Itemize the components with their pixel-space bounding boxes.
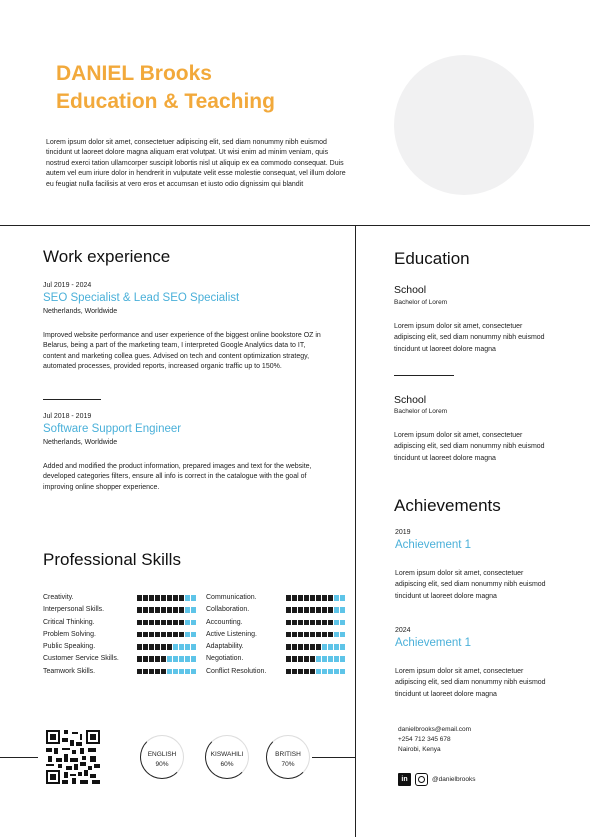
education-degree: Bachelor of Lorem <box>394 299 448 306</box>
skill-level-segment <box>191 607 196 613</box>
skill-level-segment <box>334 595 339 601</box>
language-circle <box>266 735 310 779</box>
skill-level-segment <box>286 656 291 662</box>
skill-level-bar <box>286 656 345 662</box>
achievement-year: 2024 <box>395 627 411 634</box>
skill-level-bar <box>286 644 345 650</box>
skill-level-segment <box>167 644 172 650</box>
skill-level-segment <box>310 620 315 626</box>
skill-level-segment <box>179 669 184 675</box>
education-heading: Education <box>394 249 470 268</box>
skill-row <box>206 631 332 643</box>
header-divider <box>0 225 590 226</box>
skill-level-segment <box>173 595 178 601</box>
qr-code-icon <box>46 730 100 784</box>
skill-level-segment <box>155 595 160 601</box>
skill-level-segment <box>167 632 172 638</box>
achievement-description: Lorem ipsum dolor sit amet, consectetuer adipiscing elit, sed diam nonummy nibh euismod tincidunt ut laoreet dolore magna <box>395 570 546 600</box>
skill-level-segment <box>322 595 327 601</box>
skill-row <box>206 655 332 667</box>
education-description: Lorem ipsum dolor sit amet, consectetuer adipiscing elit, sed diam nonummy nibh euismod tincidunt ut laoreet dolore magna <box>394 323 545 353</box>
skill-level-segment <box>179 607 184 613</box>
skill-row <box>43 668 185 680</box>
skill-level-segment <box>149 595 154 601</box>
skill-level-segment <box>328 644 333 650</box>
skill-level-segment <box>340 607 345 613</box>
job-description: Added and modified the product information, prepared images and text for the website, developed categories filters, ensure all info is correct in the catalogue with the goal of improving online shopper experience. <box>43 463 312 491</box>
achievement-description: Lorem ipsum dolor sit amet, consectetuer adipiscing elit, sed diam nonummy nibh euismod tincidunt ut laoreet dolore magna <box>395 668 546 698</box>
skill-level-segment <box>322 644 327 650</box>
skill-level-bar <box>286 595 345 601</box>
skill-row <box>43 606 185 618</box>
skill-level-segment <box>161 607 166 613</box>
skill-name: Conflict Resolution. <box>206 667 267 675</box>
skill-level-segment <box>286 632 291 638</box>
skill-level-segment <box>137 656 142 662</box>
skill-level-segment <box>137 620 142 626</box>
skill-level-segment <box>298 656 303 662</box>
skill-level-segment <box>328 620 333 626</box>
skill-level-segment <box>310 669 315 675</box>
skill-level-segment <box>322 669 327 675</box>
work-experience-heading: Work experience <box>43 247 171 266</box>
skill-level-segment <box>161 644 166 650</box>
skill-name: Adaptability. <box>206 643 244 651</box>
language-name: KISWAHILI <box>210 751 244 758</box>
skill-level-segment <box>149 644 154 650</box>
skill-level-segment <box>298 644 303 650</box>
achievement-title: Achievement 1 <box>395 637 472 649</box>
skill-level-segment <box>155 669 160 675</box>
skill-level-segment <box>167 620 172 626</box>
profile-photo-placeholder <box>394 55 534 195</box>
skill-level-segment <box>173 632 178 638</box>
skill-row <box>206 643 332 655</box>
job-date: Jul 2019 - 2024 <box>43 282 92 289</box>
social-handle[interactable]: @danielbrooks <box>432 776 476 783</box>
skill-level-segment <box>137 644 142 650</box>
skill-row <box>43 619 185 631</box>
skill-level-segment <box>191 669 196 675</box>
skill-level-segment <box>310 656 315 662</box>
skill-level-segment <box>286 607 291 613</box>
skill-level-segment <box>286 620 291 626</box>
skill-level-segment <box>185 607 190 613</box>
skill-row <box>206 668 332 680</box>
skill-level-segment <box>161 595 166 601</box>
education-description: Lorem ipsum dolor sit amet, consectetuer adipiscing elit, sed diam nonummy nibh euismod tincidunt ut laoreet dolore magna <box>394 432 545 462</box>
skill-level-bar <box>137 644 196 650</box>
skill-name: Negotiation. <box>206 655 244 663</box>
skill-level-segment <box>149 669 154 675</box>
skill-level-segment <box>310 632 315 638</box>
skill-name: Communication. <box>206 594 257 601</box>
skill-level-segment <box>185 644 190 650</box>
job-separator <box>43 399 101 400</box>
skill-level-bar <box>286 620 345 626</box>
skills-heading: Professional Skills <box>43 550 181 569</box>
skill-level-segment <box>149 607 154 613</box>
skill-level-segment <box>334 669 339 675</box>
skill-level-bar <box>286 607 345 613</box>
job-description: Improved website performance and user experience of the biggest online bookstore OZ in Belarus, being a part of the marketing team, I interpreted Google Analytics data to IT, content and marketing collea gues. Advised on tech and content optimization strategy, automated processes, provided reports, increased organic traffic up to 150%. <box>43 332 321 371</box>
contact-location: Nairobi, Kenya <box>398 746 441 754</box>
skill-name: Customer Service Skills. <box>43 655 119 663</box>
skill-name: Problem Solving. <box>43 630 96 638</box>
skill-level-segment <box>143 620 148 626</box>
job-title: Software Support Engineer <box>43 423 182 435</box>
skill-level-segment <box>179 644 184 650</box>
language-name: BRITISH <box>275 751 301 758</box>
skill-level-segment <box>143 644 148 650</box>
job-location: Netherlands, Worldwide <box>43 439 118 446</box>
column-divider <box>355 225 356 837</box>
skill-level-segment <box>167 595 172 601</box>
skill-row <box>43 594 185 606</box>
bottom-left-rule <box>0 757 38 758</box>
skill-level-segment <box>340 595 345 601</box>
skill-level-segment <box>149 632 154 638</box>
education-school: School <box>394 394 427 406</box>
skill-level-segment <box>298 669 303 675</box>
skill-level-bar <box>137 620 196 626</box>
skill-level-segment <box>173 607 178 613</box>
skill-level-bar <box>137 632 196 638</box>
skill-level-segment <box>167 669 172 675</box>
language-name: ENGLISH <box>147 751 177 758</box>
skill-level-bar <box>137 607 196 613</box>
skill-level-segment <box>328 595 333 601</box>
skill-level-segment <box>322 632 327 638</box>
skill-level-segment <box>143 595 148 601</box>
candidate-role: Education & Teaching <box>56 90 275 113</box>
skill-level-segment <box>292 644 297 650</box>
job-title: SEO Specialist & Lead SEO Specialist <box>43 292 240 304</box>
skill-level-segment <box>167 656 172 662</box>
skill-level-segment <box>149 620 154 626</box>
job-date: Jul 2018 - 2019 <box>43 413 92 420</box>
skill-level-segment <box>155 644 160 650</box>
skill-level-segment <box>191 656 196 662</box>
skill-level-segment <box>143 656 148 662</box>
skill-level-segment <box>161 656 166 662</box>
skill-level-segment <box>316 644 321 650</box>
contact-phone: +254 712 345 678 <box>398 736 451 744</box>
skill-level-segment <box>316 620 321 626</box>
skill-level-bar <box>286 669 345 675</box>
skill-level-segment <box>304 656 309 662</box>
skill-level-segment <box>173 656 178 662</box>
skill-level-segment <box>304 620 309 626</box>
language-circle <box>140 735 184 779</box>
skill-name: Interpersonal Skills. <box>43 606 105 614</box>
job-location: Netherlands, Worldwide <box>43 308 118 315</box>
skill-level-segment <box>286 595 291 601</box>
skill-level-bar <box>137 656 196 662</box>
skill-level-segment <box>179 656 184 662</box>
skill-name: Public Speaking. <box>43 643 96 651</box>
skill-level-segment <box>334 620 339 626</box>
language-percent: 70% <box>281 761 295 768</box>
skill-level-segment <box>298 620 303 626</box>
skill-level-segment <box>292 656 297 662</box>
linkedin-icon[interactable]: in <box>398 773 411 786</box>
skill-level-segment <box>155 607 160 613</box>
skill-level-segment <box>161 620 166 626</box>
skill-level-segment <box>328 656 333 662</box>
skill-level-segment <box>191 632 196 638</box>
skill-level-segment <box>179 632 184 638</box>
skill-level-bar <box>137 595 196 601</box>
skill-level-segment <box>185 669 190 675</box>
skill-level-segment <box>137 595 142 601</box>
social-links <box>398 773 475 786</box>
language-percent: 90% <box>155 761 169 768</box>
skills-left-column <box>43 594 185 680</box>
skill-level-segment <box>191 620 196 626</box>
skill-level-segment <box>316 632 321 638</box>
skill-level-segment <box>292 607 297 613</box>
skill-level-segment <box>340 669 345 675</box>
skill-level-segment <box>292 620 297 626</box>
skill-level-segment <box>316 595 321 601</box>
skill-level-segment <box>179 595 184 601</box>
skill-level-segment <box>173 644 178 650</box>
skill-level-segment <box>334 607 339 613</box>
skill-level-segment <box>155 656 160 662</box>
education-separator <box>394 375 454 376</box>
skill-level-segment <box>304 669 309 675</box>
skill-row <box>206 606 332 618</box>
candidate-name: DANIEL Brooks <box>56 62 212 85</box>
skill-name: Critical Thinking. <box>43 618 95 626</box>
skill-name: Accounting. <box>206 618 243 626</box>
skill-level-bar <box>137 669 196 675</box>
skill-level-segment <box>328 632 333 638</box>
skill-level-segment <box>322 620 327 626</box>
skill-level-segment <box>316 669 321 675</box>
skill-level-segment <box>292 669 297 675</box>
skill-level-segment <box>304 632 309 638</box>
skill-level-segment <box>316 656 321 662</box>
achievement-title: Achievement 1 <box>395 539 472 551</box>
skill-level-segment <box>185 656 190 662</box>
skill-level-segment <box>173 669 178 675</box>
skill-level-segment <box>185 632 190 638</box>
skill-name: Teamwork Skills. <box>43 667 96 675</box>
skill-row <box>206 619 332 631</box>
skill-level-segment <box>185 595 190 601</box>
header-name-block <box>56 60 275 116</box>
skill-level-segment <box>292 595 297 601</box>
skill-level-segment <box>316 607 321 613</box>
skill-level-segment <box>191 595 196 601</box>
skill-level-segment <box>304 607 309 613</box>
skill-row <box>43 655 185 667</box>
skill-row <box>43 643 185 655</box>
achievements-heading: Achievements <box>394 496 501 515</box>
skill-level-segment <box>340 632 345 638</box>
achievement-year: 2019 <box>395 529 411 536</box>
skill-level-segment <box>143 607 148 613</box>
skill-row <box>43 631 185 643</box>
skill-level-segment <box>292 632 297 638</box>
language-circle <box>205 735 249 779</box>
skill-level-segment <box>161 669 166 675</box>
skill-level-segment <box>340 656 345 662</box>
education-school: School <box>394 284 427 296</box>
skill-level-segment <box>298 607 303 613</box>
skill-level-segment <box>191 644 196 650</box>
skill-level-segment <box>143 632 148 638</box>
skill-level-segment <box>334 632 339 638</box>
contact-email[interactable]: danielbrooks@email.com <box>398 726 472 733</box>
skill-level-segment <box>137 632 142 638</box>
skill-level-segment <box>143 669 148 675</box>
intro-paragraph: Lorem ipsum dolor sit amet, consectetuer adipiscing elit, sed diam nonummy nibh euismod tincidunt ut laoreet dolore magna aliquam erat volutpat. Ut wisi enim ad minim veniam, quis nostrud exerci tation ullamcorper suscipit lobortis nisl ut aliquip ex ea commodo consequat. Duis autem vel eum iriure dolor in hendrerit in vulputate velit esse molestie consequat, vel illum dolore eu feugiat nulla facilisis at vero eros et accumsan et iusto odio dignissim qui blandit <box>46 139 346 188</box>
skill-level-segment <box>310 607 315 613</box>
skill-name: Creativity. <box>43 594 74 601</box>
skill-level-segment <box>167 607 172 613</box>
bottom-right-rule <box>312 757 355 758</box>
skill-level-segment <box>137 669 142 675</box>
skill-level-segment <box>310 595 315 601</box>
skill-level-segment <box>155 632 160 638</box>
skill-level-segment <box>310 644 315 650</box>
skill-level-segment <box>340 644 345 650</box>
skill-level-segment <box>286 669 291 675</box>
skill-level-segment <box>137 607 142 613</box>
skill-level-segment <box>322 607 327 613</box>
skill-name: Collaboration. <box>206 606 250 614</box>
skill-level-segment <box>161 632 166 638</box>
skill-level-segment <box>340 620 345 626</box>
skill-level-segment <box>322 656 327 662</box>
skill-level-segment <box>334 644 339 650</box>
skill-level-segment <box>149 656 154 662</box>
skill-level-segment <box>298 595 303 601</box>
instagram-icon[interactable] <box>415 773 428 786</box>
skill-level-segment <box>298 632 303 638</box>
skill-level-segment <box>334 656 339 662</box>
skill-level-segment <box>179 620 184 626</box>
skill-row <box>206 594 332 606</box>
skill-name: Active Listening. <box>206 630 257 638</box>
language-percent: 60% <box>220 761 234 768</box>
skill-level-segment <box>155 620 160 626</box>
skills-right-column <box>206 594 332 680</box>
skill-level-segment <box>328 607 333 613</box>
contact-block <box>398 725 471 756</box>
skill-level-bar <box>286 632 345 638</box>
skill-level-segment <box>185 620 190 626</box>
skill-level-segment <box>304 595 309 601</box>
skill-level-segment <box>304 644 309 650</box>
education-degree: Bachelor of Lorem <box>394 408 448 415</box>
skill-level-segment <box>286 644 291 650</box>
skill-level-segment <box>173 620 178 626</box>
skill-level-segment <box>328 669 333 675</box>
